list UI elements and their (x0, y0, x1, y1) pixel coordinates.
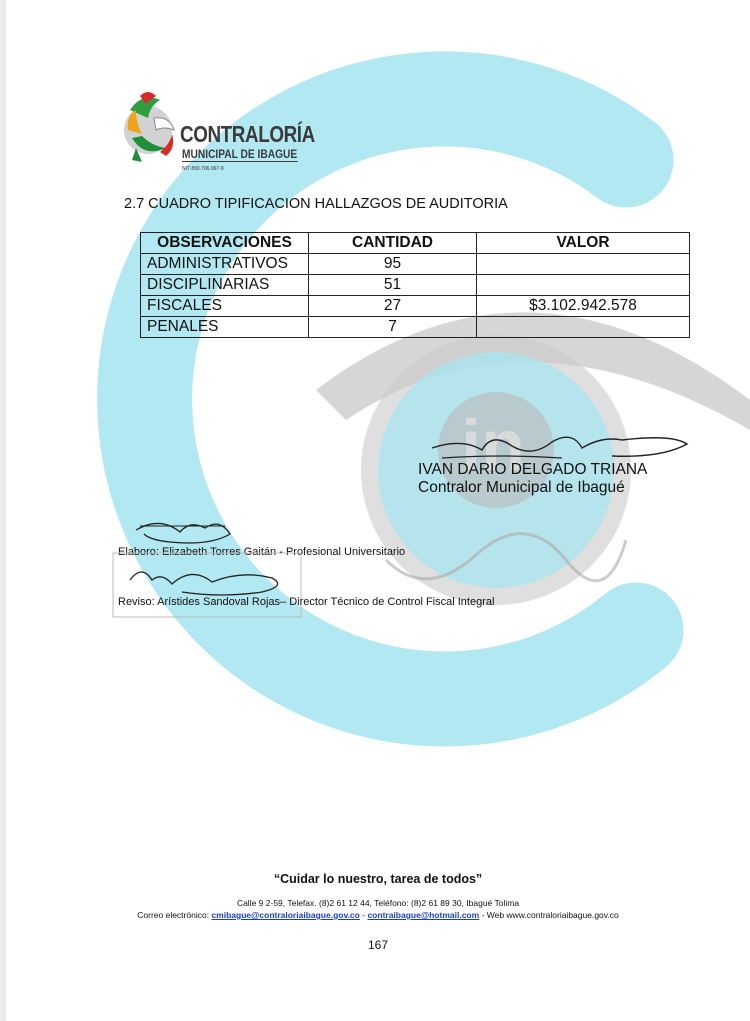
logo-nit: NIT 890.706.067-9 (182, 166, 224, 172)
signatory-name: IVAN DARIO DELGADO TRIANA (418, 461, 648, 478)
signatory-block (418, 461, 647, 497)
cell-valor: $3.102.942.578 (477, 296, 690, 317)
footer-address: Calle 9 2-59, Telefax. (8)2 61 12 44, Teléfono: (8)2 61 89 30, Ibagué Tolima (236, 898, 520, 908)
signatory-position: Contralor Municipal de Ibagué (418, 479, 625, 496)
signature-reviso-icon (112, 552, 302, 618)
cell-cantidad: 95 (309, 254, 477, 275)
elaboro-line: Elaboro: Elizabeth Torres Gaitán - Profesional Universitario (118, 546, 406, 558)
table-row (141, 317, 690, 338)
findings-table (140, 232, 690, 338)
table-row (141, 275, 690, 296)
reviso-line: Reviso: Arístides Sandoval Rojas– Director Técnico de Control Fiscal Integral (118, 596, 495, 608)
table-row (141, 296, 690, 317)
footer-motto: “Cuidar lo nuestro, tarea de todos” (273, 872, 483, 886)
email-label: Correo electrónico: (137, 910, 210, 920)
footer-contact (6, 910, 750, 920)
web-text: - Web www.contraloriaibague.gov.co (481, 910, 619, 920)
cell-observacion: FISCALES (141, 296, 309, 317)
header-cantidad: CANTIDAD (309, 233, 477, 254)
table-header-row (141, 233, 690, 254)
header-valor: VALOR (477, 233, 690, 254)
document-page (6, 0, 750, 1021)
logo-title: CONTRALORÍA (180, 121, 315, 147)
cell-cantidad: 7 (309, 317, 477, 338)
svg-text:in: in (461, 406, 525, 486)
section-title: 2.7 CUADRO TIPIFICACION HALLAZGOS DE AUDITORIA (124, 196, 508, 212)
header-observaciones: OBSERVACIONES (141, 233, 309, 254)
cell-observacion: ADMINISTRATIVOS (141, 254, 309, 275)
cell-valor (477, 317, 690, 338)
cell-cantidad: 27 (309, 296, 477, 317)
cell-valor (477, 254, 690, 275)
email-separator: - (362, 910, 366, 920)
logo-subtitle: MUNICIPAL DE IBAGUE (182, 147, 298, 161)
cell-cantidad: 51 (309, 275, 477, 296)
cell-observacion: DISCIPLINARIAS (141, 275, 309, 296)
email-link-primary[interactable]: cmibague@contraloriaibague.gov.co (211, 910, 360, 920)
cell-valor (477, 275, 690, 296)
table-row (141, 254, 690, 275)
page-number: 167 (367, 938, 389, 952)
cell-observacion: PENALES (141, 317, 309, 338)
watermark-logo (6, 0, 750, 1021)
email-link-secondary[interactable]: contraibague@hotmail.com (367, 910, 480, 920)
